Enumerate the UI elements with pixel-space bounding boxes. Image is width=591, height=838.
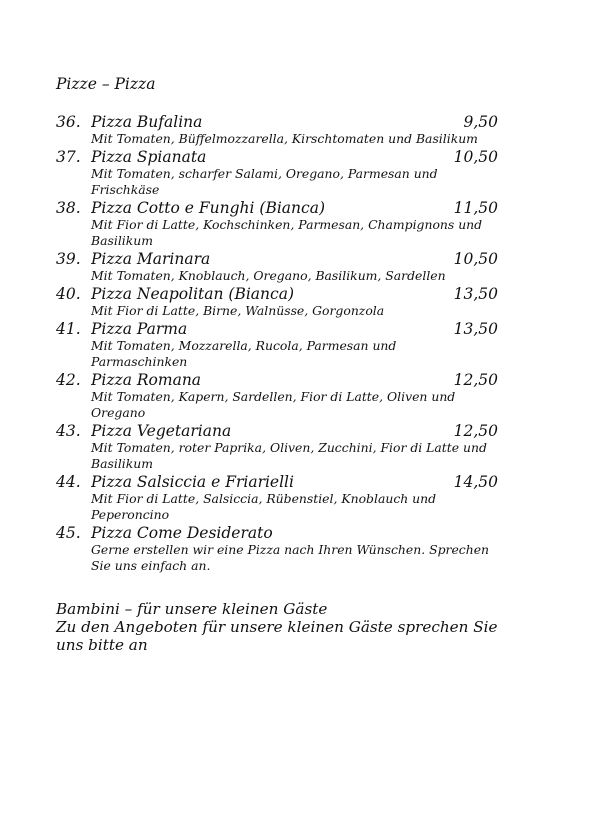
menu-item-header <box>56 320 498 338</box>
bambini-title: Bambini – für unsere kleinen Gäste <box>56 600 328 618</box>
item-description: Mit Fior di Latte, Birne, Walnüsse, Gorgonzola <box>91 303 385 318</box>
menu-item-header <box>56 148 498 166</box>
item-name: Pizza Neapolitan (Bianca) <box>91 285 294 303</box>
item-name: Pizza Spianata <box>91 148 207 166</box>
item-price: 13,50 <box>453 285 498 303</box>
bambini-section <box>56 600 526 654</box>
item-price: 12,50 <box>453 422 498 440</box>
section-title: Pizze – Pizza <box>56 75 156 93</box>
menu-item <box>56 199 498 249</box>
item-description: Mit Tomaten, Kapern, Sardellen, Fior di Latte, Oliven und Oregano <box>91 389 456 420</box>
item-description: Mit Fior di Latte, Salsiccia, Rübenstiel, Knoblauch und Peperoncino <box>91 491 437 522</box>
item-number: 39. <box>56 250 81 268</box>
item-name: Pizza Salsiccia e Friarielli <box>91 473 294 491</box>
item-number: 44. <box>56 473 81 491</box>
item-description: Mit Fior di Latte, Kochschinken, Parmesan, Champignons und Basilikum <box>91 217 483 248</box>
item-name: Pizza Come Desiderato <box>91 524 273 542</box>
menu-item <box>56 320 498 370</box>
menu-item-header <box>56 422 498 440</box>
menu-item <box>56 371 498 421</box>
item-number: 37. <box>56 148 81 166</box>
item-name: Pizza Bufalina <box>91 113 203 131</box>
item-number: 43. <box>56 422 81 440</box>
item-price: 11,50 <box>453 199 498 217</box>
item-name: Pizza Cotto e Funghi (Bianca) <box>91 199 325 217</box>
menu-item <box>56 285 498 319</box>
item-description: Gerne erstellen wir eine Pizza nach Ihren Wünschen. Sprechen Sie uns einfach an. <box>91 542 490 573</box>
item-price: 14,50 <box>453 473 498 491</box>
item-number: 41. <box>56 320 81 338</box>
item-name: Pizza Marinara <box>91 250 211 268</box>
item-price: 9,50 <box>463 113 498 131</box>
item-number: 45. <box>56 524 81 542</box>
item-description: Mit Tomaten, scharfer Salami, Oregano, Parmesan und Frischkäse <box>91 166 438 197</box>
item-description: Mit Tomaten, Knoblauch, Oregano, Basilikum, Sardellen <box>91 268 446 283</box>
menu-item-header <box>56 113 498 131</box>
item-description: Mit Tomaten, Büffelmozzarella, Kirschtomaten und Basilikum <box>91 131 478 146</box>
item-description: Mit Tomaten, roter Paprika, Oliven, Zucchini, Fior di Latte und Basilikum <box>91 440 487 471</box>
menu-item-header <box>56 524 498 542</box>
item-description: Mit Tomaten, Mozzarella, Rucola, Parmesan und Parmaschinken <box>91 338 397 369</box>
menu-item-header <box>56 473 498 491</box>
menu-item-header <box>56 250 498 268</box>
item-number: 36. <box>56 113 81 131</box>
bambini-note: Zu den Angeboten für unsere kleinen Gäste sprechen Sie uns bitte an <box>56 618 498 654</box>
menu-item <box>56 473 498 523</box>
item-number: 40. <box>56 285 81 303</box>
item-name: Pizza Vegetariana <box>91 422 232 440</box>
pizza-menu-list <box>56 113 498 575</box>
menu-item <box>56 250 498 284</box>
item-name: Pizza Parma <box>91 320 188 338</box>
menu-item <box>56 422 498 472</box>
menu-item-header <box>56 199 498 217</box>
item-price: 10,50 <box>453 250 498 268</box>
item-price: 10,50 <box>453 148 498 166</box>
menu-item <box>56 148 498 198</box>
menu-item-header <box>56 285 498 303</box>
menu-item <box>56 524 498 574</box>
item-price: 13,50 <box>453 320 498 338</box>
menu-item-header <box>56 371 498 389</box>
item-number: 42. <box>56 371 81 389</box>
menu-item <box>56 113 498 147</box>
item-number: 38. <box>56 199 81 217</box>
item-price: 12,50 <box>453 371 498 389</box>
item-name: Pizza Romana <box>91 371 202 389</box>
